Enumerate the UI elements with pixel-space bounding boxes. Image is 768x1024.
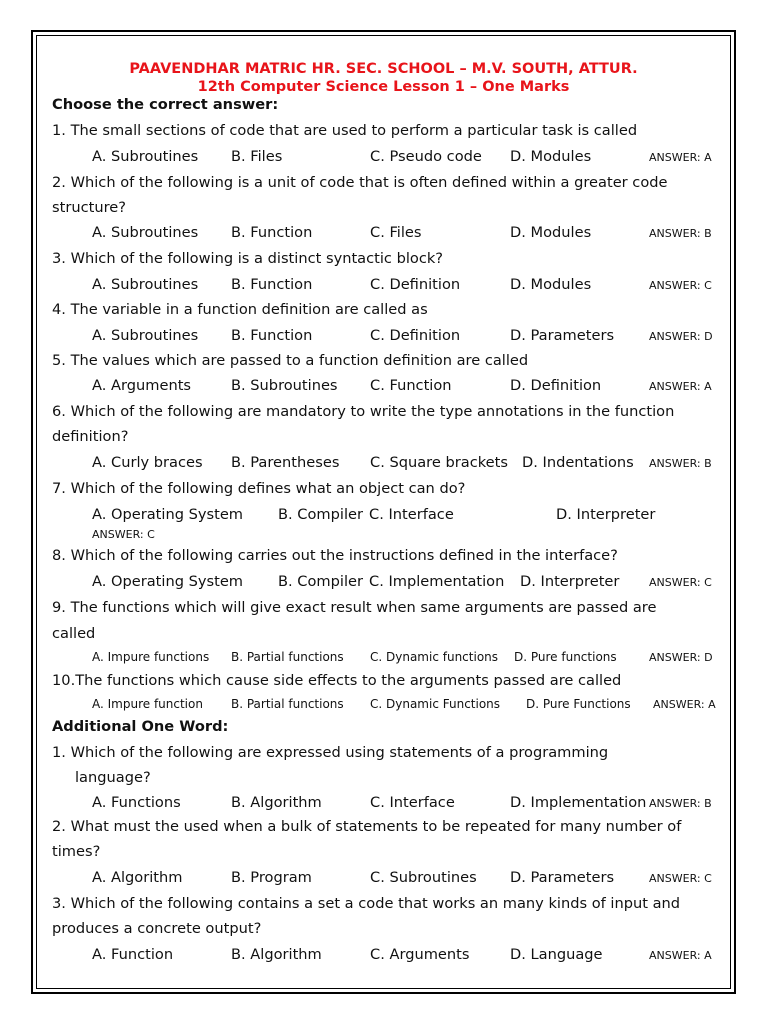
option-d: D. Definition	[510, 377, 602, 394]
option-a: A. Algorithm	[92, 869, 183, 886]
question-line: 9. The functions which will give exact result when same arguments are passed are	[52, 599, 657, 616]
option-c: C. Interface	[370, 794, 455, 811]
answer-key: ANSWER: D	[649, 651, 713, 664]
question-line: 6. Which of the following are mandatory to write the type annotations in the function	[52, 403, 675, 420]
option-d: D. Pure functions	[514, 650, 617, 664]
answer-key: ANSWER: B	[649, 797, 712, 810]
option-b: B. Function	[231, 276, 313, 293]
question-line: definition?	[52, 428, 129, 445]
option-a: A. Subroutines	[92, 224, 199, 241]
question-line: called	[52, 625, 96, 642]
option-a: A. Functions	[92, 794, 181, 811]
option-a: A. Subroutines	[92, 148, 199, 165]
option-d: D. Indentations	[522, 454, 634, 471]
option-b: B. Algorithm	[231, 946, 322, 963]
option-b: B. Parentheses	[231, 454, 340, 471]
question-line: 4. The variable in a function definition are called as	[52, 301, 428, 318]
option-a: A. Curly braces	[92, 454, 203, 471]
option-c: C. Square brackets	[370, 454, 508, 471]
answer-key: ANSWER: A	[649, 949, 712, 962]
option-c: C. Function	[370, 377, 452, 394]
answer-key: ANSWER: C	[649, 576, 712, 589]
answer-key: ANSWER: C	[649, 872, 712, 885]
answer-key: ANSWER: A	[649, 380, 712, 393]
option-b: B. Function	[231, 224, 313, 241]
option-b: B. Compiler	[278, 506, 363, 523]
option-d: D. Modules	[510, 276, 592, 293]
option-b: B. Partial functions	[231, 650, 344, 664]
option-c: C. Interface	[369, 506, 454, 523]
answer-key: ANSWER: C	[649, 279, 712, 292]
option-d: D. Parameters	[510, 327, 615, 344]
option-c: C. Subroutines	[370, 869, 477, 886]
question-line: structure?	[52, 199, 126, 216]
option-b: B. Algorithm	[231, 794, 322, 811]
question-line: produces a concrete output?	[52, 920, 262, 937]
option-d: D. Interpreter	[520, 573, 620, 590]
section-heading-additional: Additional One Word:	[52, 718, 229, 735]
question-line: 1. Which of the following are expressed using statements of a programming	[52, 744, 609, 761]
section-heading-choose: Choose the correct answer:	[52, 96, 279, 113]
option-b: B. Subroutines	[231, 377, 338, 394]
option-c: C. Arguments	[370, 946, 470, 963]
option-c: C. Definition	[370, 327, 461, 344]
option-c: C. Dynamic functions	[370, 650, 499, 664]
option-b: B. Program	[231, 869, 312, 886]
answer-key: ANSWER: B	[649, 457, 712, 470]
lesson-title: 12th Computer Science Lesson 1 – One Marks	[197, 79, 570, 95]
option-a: A. Operating System	[92, 506, 244, 523]
answer-key: ANSWER: D	[649, 330, 713, 343]
school-title: PAAVENDHAR MATRIC HR. SEC. SCHOOL – M.V. SOUTH, ATTUR.	[129, 61, 638, 77]
option-a: A. Impure functions	[92, 650, 210, 664]
option-d: D. Interpreter	[556, 506, 656, 523]
option-d: D. Language	[510, 946, 603, 963]
question-line: language?	[75, 769, 151, 786]
answer-key: ANSWER: C	[92, 528, 155, 541]
question-line: 10.The functions which cause side effects to the arguments passed are called	[52, 672, 622, 689]
option-a: A. Subroutines	[92, 276, 199, 293]
question-line: 2. Which of the following is a unit of code that is often defined within a greater code	[52, 174, 668, 191]
option-c: C. Dynamic Functions	[370, 697, 501, 711]
option-d: D. Implementation	[510, 794, 647, 811]
answer-key: ANSWER: A	[653, 698, 716, 711]
question-line: 5. The values which are passed to a function definition are called	[52, 352, 529, 369]
answer-key: ANSWER: A	[649, 151, 712, 164]
option-a: A. Impure function	[92, 697, 203, 711]
option-d: D. Parameters	[510, 869, 615, 886]
option-c: C. Pseudo code	[370, 148, 482, 165]
option-a: A. Subroutines	[92, 327, 199, 344]
option-a: A. Arguments	[92, 377, 192, 394]
option-b: B. Partial functions	[231, 697, 344, 711]
question-line: 2. What must the used when a bulk of statements to be repeated for many number of	[52, 818, 682, 835]
question-line: 3. Which of the following is a distinct syntactic block?	[52, 250, 444, 267]
question-line: 3. Which of the following contains a set a code that works an many kinds of input and	[52, 895, 681, 912]
option-b: B. Files	[231, 148, 283, 165]
option-d: D. Modules	[510, 148, 592, 165]
option-a: A. Operating System	[92, 573, 244, 590]
question-line: times?	[52, 843, 101, 860]
option-c: C. Definition	[370, 276, 461, 293]
question-line: 7. Which of the following defines what an object can do?	[52, 480, 466, 497]
option-d: D. Pure Functions	[526, 697, 631, 711]
option-b: B. Function	[231, 327, 313, 344]
answer-key: ANSWER: B	[649, 227, 712, 240]
option-c: C. Files	[370, 224, 422, 241]
option-d: D. Modules	[510, 224, 592, 241]
option-b: B. Compiler	[278, 573, 363, 590]
question-line: 1. The small sections of code that are used to perform a particular task is called	[52, 122, 638, 139]
option-a: A. Function	[92, 946, 174, 963]
option-c: C. Implementation	[369, 573, 505, 590]
question-line: 8. Which of the following carries out the instructions defined in the interface?	[52, 547, 618, 564]
